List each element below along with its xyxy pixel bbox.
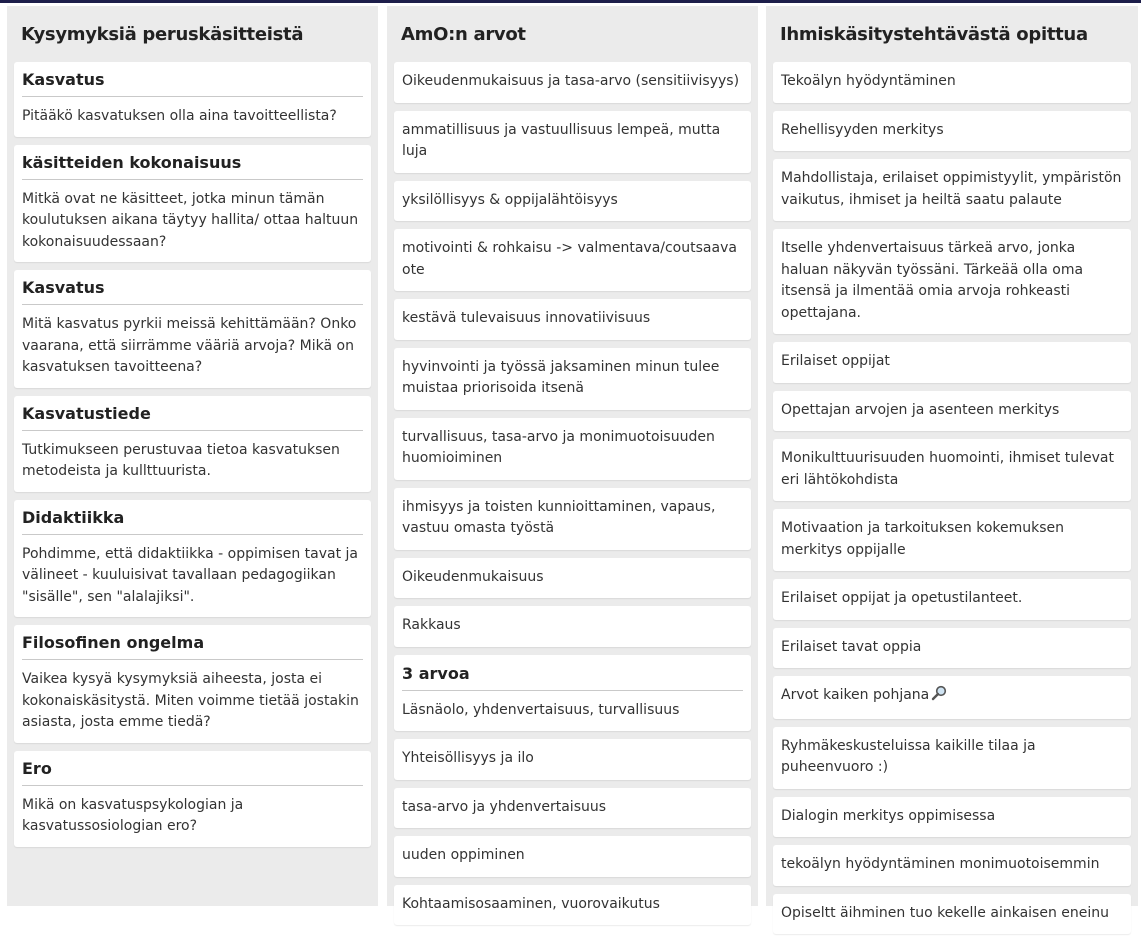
post-card[interactable]: [773, 727, 1131, 789]
post-card[interactable]: [14, 751, 371, 847]
post-card[interactable]: [394, 558, 751, 599]
post-card[interactable]: [773, 62, 1131, 103]
post-body: Mikä on kasvatuspsykologian ja kasvatussosiologian ero?: [22, 796, 244, 834]
post-card[interactable]: [14, 270, 371, 388]
post-card[interactable]: [773, 628, 1131, 669]
post-title: Kasvatustiede: [22, 404, 363, 431]
post-card[interactable]: [394, 299, 751, 340]
post-body: hyvinvointi ja työssä jaksaminen minun tulee muistaa priorisoida itsenä: [402, 358, 720, 396]
post-card[interactable]: [394, 606, 751, 647]
column-ihmiskasitys: [766, 6, 1138, 921]
post-card[interactable]: [773, 159, 1131, 221]
post-body: Oikeudenmukaisuus ja tasa-arvo (sensitiivisyys): [402, 73, 740, 89]
card-list: [773, 62, 1131, 942]
magnifying-glass-icon: [931, 685, 947, 709]
post-body: Opiseltt äihminen tuo kekelle ainkaisen eneinu: [781, 904, 1110, 921]
post-card[interactable]: [14, 625, 371, 743]
post-body: Vaikea kysyä kysymyksiä aiheesta, josta ei kokonaiskäsitystä. Miten voimme tietää jostakin asiasta, josta emme tiedä?: [22, 671, 359, 730]
post-card[interactable]: [773, 894, 1131, 935]
post-body: Erilaiset oppijat: [781, 353, 890, 369]
post-body: tasa-arvo ja yhdenvertaisuus: [402, 798, 607, 815]
post-title: Ero: [22, 759, 363, 786]
card-list: [14, 62, 371, 855]
column-title: AmO:n arvot: [401, 24, 526, 45]
post-card[interactable]: [394, 229, 751, 291]
post-title: 3 arvoa: [402, 664, 743, 691]
post-body: Motivaation ja tarkoituksen kokemuksen merkitys oppijalle: [781, 520, 1065, 558]
post-card[interactable]: [394, 885, 751, 926]
post-title: Filosofinen ongelma: [22, 633, 363, 660]
post-card[interactable]: [773, 229, 1131, 334]
post-title: Didaktiikka: [22, 508, 363, 535]
post-card[interactable]: [773, 509, 1131, 571]
post-body: Tutkimukseen perustuvaa tietoa kasvatuksen metodeista ja kullttuurista.: [22, 441, 340, 479]
post-body: Erilaiset tavat oppia: [781, 638, 922, 655]
post-card[interactable]: [773, 391, 1131, 432]
column-title: Kysymyksiä peruskäsitteistä: [21, 24, 304, 45]
post-body: Monikulttuurisuuden huomointi, ihmiset tulevat eri lähtökohdista: [781, 450, 1114, 488]
post-card[interactable]: [394, 418, 751, 480]
post-body: Kohtaamisosaaminen, vuorovaikutus: [402, 895, 660, 912]
column-kysymyksia: [7, 6, 378, 906]
post-text: Arvot kaiken pohjana: [781, 687, 930, 703]
post-body: Pohdimme, että didaktiikka - oppimisen tavat ja välineet - kuuluisivat tavallaan pedagogiikan "sisälle", sen "alalajiksi".: [22, 545, 359, 605]
post-card[interactable]: [394, 181, 751, 222]
post-card[interactable]: [773, 579, 1131, 620]
post-body: Erilaiset oppijat ja opetustilanteet.: [781, 590, 1023, 606]
post-card[interactable]: [14, 396, 371, 492]
column-amo-arvot: [387, 6, 758, 912]
board: [0, 3, 1141, 921]
post-card[interactable]: [14, 145, 371, 263]
post-body: tekoälyn hyödyntäminen monimuotoisemmin: [781, 856, 1100, 872]
post-card[interactable]: [773, 111, 1131, 152]
post-body-with-icon: [781, 685, 1123, 709]
post-body: Rakkaus: [402, 617, 461, 633]
post-card[interactable]: [394, 111, 751, 173]
post-card[interactable]: [394, 62, 751, 103]
post-body: ammatillisuus ja vastuullisuus lempeä, mutta luja: [402, 121, 721, 159]
post-body: uuden oppiminen: [402, 847, 525, 863]
post-body: Mitä kasvatus pyrkii meissä kehittämään? Onko vaarana, että siirrämme vääriä arvoja? Mikä on kasvatuksen tavoitteena?: [22, 316, 357, 375]
post-body: Läsnäolo, yhdenvertaisuus, turvallisuus: [402, 701, 680, 718]
post-body: ihmisyys ja toisten kunnioittaminen, vapaus, vastuu omasta työstä: [402, 498, 716, 536]
post-body: turvallisuus, tasa-arvo ja monimuotoisuuden huomioiminen: [402, 428, 715, 466]
post-body: Rehellisyyden merkitys: [781, 121, 944, 138]
post-title: käsitteiden kokonaisuus: [22, 153, 363, 180]
post-body: Pitääkö kasvatuksen olla aina tavoitteellista?: [22, 108, 337, 124]
post-card[interactable]: [773, 845, 1131, 886]
post-card[interactable]: [394, 348, 751, 410]
post-card[interactable]: [773, 439, 1131, 501]
post-card[interactable]: [773, 676, 1131, 719]
card-list: [394, 62, 751, 933]
post-body: motivointi & rohkaisu -> valmentava/coutsaava ote: [402, 240, 737, 278]
column-title: Ihmiskäsitystehtävästä opittua: [780, 24, 1088, 45]
post-card[interactable]: [394, 739, 751, 780]
post-body: kestävä tulevaisuus innovatiivisuus: [402, 310, 651, 326]
post-card[interactable]: [773, 797, 1131, 838]
post-body: Yhteisöllisyys ja ilo: [402, 750, 534, 766]
post-title: Kasvatus: [22, 278, 363, 305]
post-body: yksilöllisyys & oppijalähtöisyys: [402, 191, 618, 208]
post-body: Tekoälyn hyödyntäminen: [781, 73, 956, 89]
post-card[interactable]: [773, 342, 1131, 383]
post-body: Mahdollistaja, erilaiset oppimistyylit, ympäristön vaikutus, ihmiset ja heiltä saatu palaute: [781, 170, 1122, 208]
post-card[interactable]: [394, 836, 751, 877]
post-card[interactable]: [394, 788, 751, 829]
post-body: Opettajan arvojen ja asenteen merkitys: [781, 401, 1060, 418]
post-body: Mitkä ovat ne käsitteet, jotka minun tämän koulutuksen aikana täytyy hallita/ ottaa haltuun kokonaisuudessaan?: [22, 190, 359, 250]
post-body: Itselle yhdenvertaisuus tärkeä arvo, jonka haluan näkyvän työssäni. Tärkeää olla oma itsensä ja ilmentää omia arvoja rohkeasti opettajana.: [781, 240, 1084, 321]
post-body: Ryhmäkeskusteluissa kaikille tilaa ja puheenvuoro :): [781, 737, 1036, 775]
post-title: Kasvatus: [22, 70, 363, 97]
post-body: Dialogin merkitys oppimisessa: [781, 807, 996, 824]
post-card[interactable]: [394, 655, 751, 732]
post-card[interactable]: [14, 62, 371, 137]
post-card[interactable]: [14, 500, 371, 618]
post-card[interactable]: [394, 488, 751, 550]
post-body: Oikeudenmukaisuus: [402, 568, 544, 585]
